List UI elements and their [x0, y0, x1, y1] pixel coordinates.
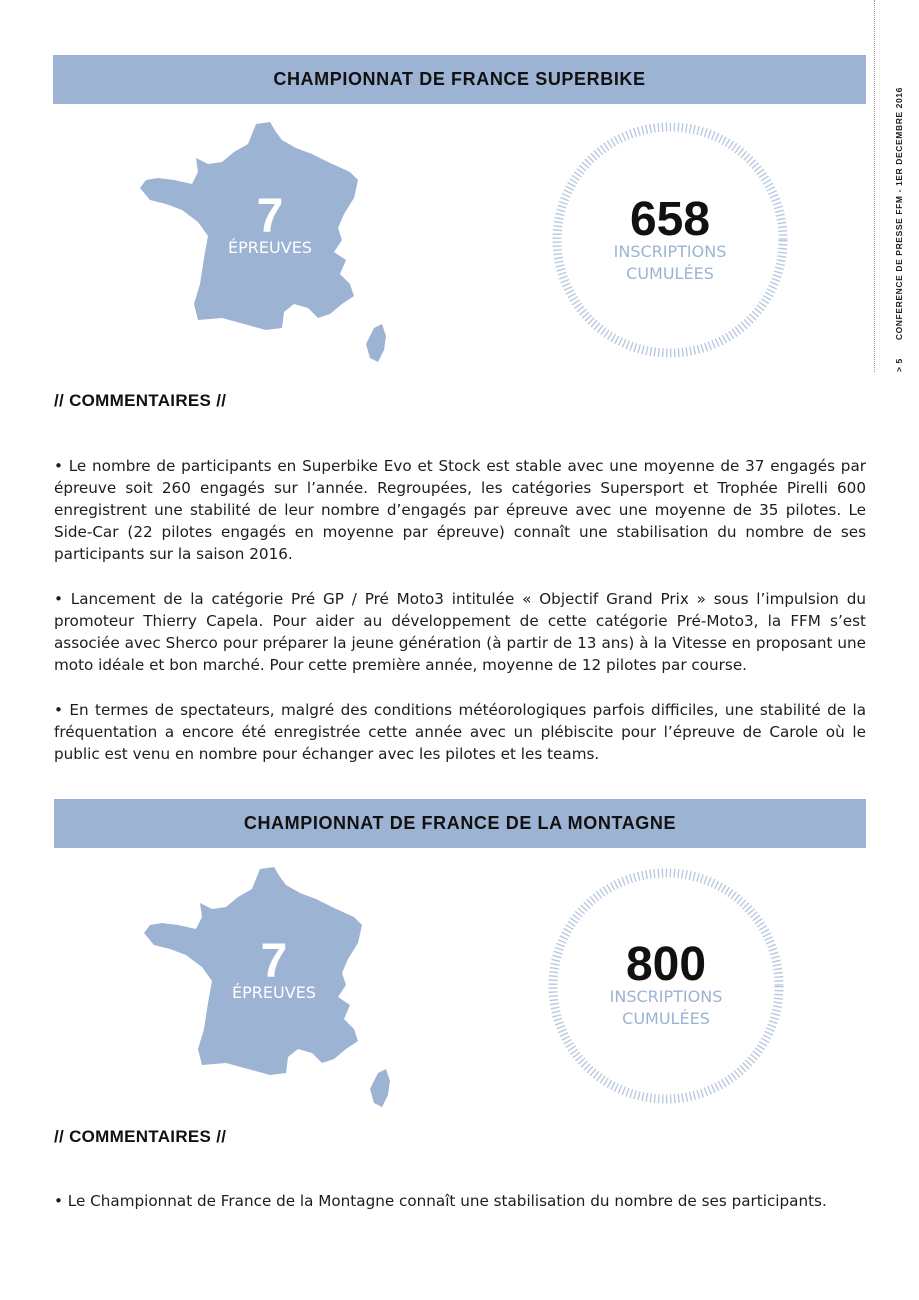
- side-tab: [894, 87, 904, 372]
- epreuves-count: 7: [260, 935, 288, 988]
- inscriptions-label-line1: INSCRIPTIONS: [613, 242, 727, 261]
- comment-paragraph: • Lancement de la catégorie Pré GP / Pré Moto3 intitulée « Objectif Grand Prix » sous l’impulsion du promoteur Thierry Capela. Pour aider au développement de cette catégorie Pré-Moto3, la FFM s’est associée avec Sherco pour préparer la jeune génération (à partir de 13 ans) à la Vitesse en proposant une moto idéale et bon marché. Pour cette première année, moyenne de 12 pilotes par course.: [54, 590, 866, 674]
- epreuves-label: ÉPREUVES: [228, 238, 312, 257]
- banner-title: CHAMPIONNAT DE FRANCE DE LA MONTAGNE: [243, 813, 677, 833]
- inscriptions-label-line2: CUMULÉES: [622, 1009, 710, 1028]
- section-banner-montagne: [54, 799, 866, 848]
- inscriptions-label: [550, 241, 790, 285]
- epreuves-count: 7: [256, 190, 284, 243]
- press-conference-title: CONFERENCE DE PRESSE FFM - 1ER DECEMBRE 2016: [894, 87, 904, 341]
- comment-paragraph: • En termes de spectateurs, malgré des conditions météorologiques parfois difficiles, une stabilité de la fréquentation a encore été enregistrée cette année avec un plébiscite pour l’épreuve de Carole où le public est venu en nombre pour échanger avec les pilotes et les teams.: [54, 701, 866, 763]
- comments-heading: // COMMENTAIRES //: [54, 1127, 227, 1146]
- inscriptions-label-line2: CUMULÉES: [626, 264, 714, 283]
- side-divider: [874, 0, 875, 372]
- comments-heading: // COMMENTAIRES //: [54, 391, 227, 410]
- banner-title: CHAMPIONNAT DE FRANCE SUPERBIKE: [273, 69, 646, 89]
- inscriptions-label: [546, 986, 786, 1030]
- comment-paragraph: • Le nombre de participants en Superbike Evo et Stock est stable avec une moyenne de 37 engagés par épreuve soit 260 engagés sur l’année. Regroupées, les catégories Supersport et Trophée Pirelli 600 enregistrent une stabilité de leur nombre d’engagés par épreuve avec une moyenne de 35 pilotes. Le Side-Car (22 pilotes engagés en moyenne par épreuve) connaît une stabilisation du nombre de ses participants sur la saison 2016.: [54, 457, 866, 563]
- inscriptions-count: 658: [629, 193, 711, 246]
- inscriptions-label-line1: INSCRIPTIONS: [609, 987, 723, 1006]
- comment-paragraph: • Le Championnat de France de la Montagne connaît une stabilisation du nombre de ses participants.: [54, 1192, 827, 1210]
- section-banner-superbike: [53, 55, 866, 104]
- epreuves-label: ÉPREUVES: [232, 983, 316, 1002]
- inscriptions-count: 800: [625, 938, 707, 991]
- page-number: > 5: [894, 358, 904, 372]
